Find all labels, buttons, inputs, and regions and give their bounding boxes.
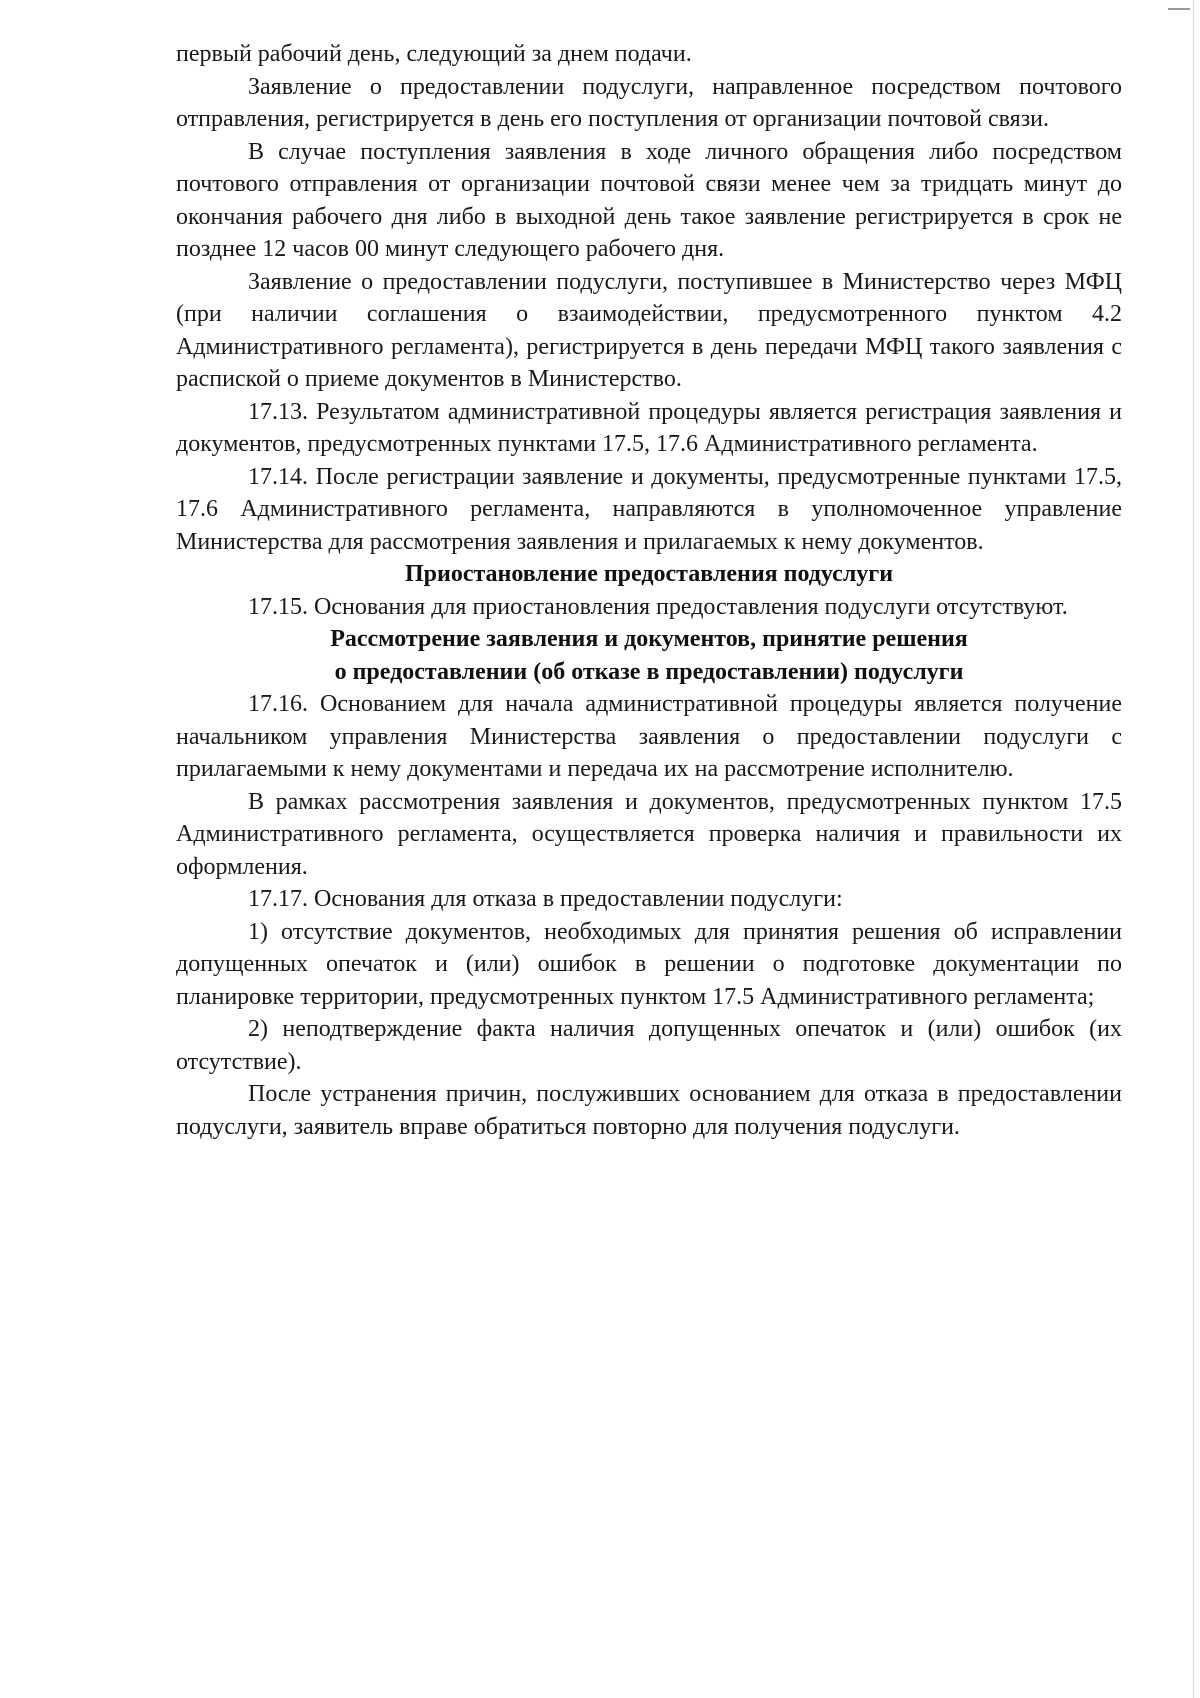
paragraph-17-13: 17.13. Результатом административной процедуры является регистрация заявления и документов, предусмотренных пунктами 17.5, 17.6 Административного регламента.: [176, 398, 1122, 457]
paragraph-review-check: В рамках рассмотрения заявления и документов, предусмотренных пунктом 17.5 Административного регламента, осуществляется проверка наличия и правильности их оформления.: [176, 788, 1122, 880]
scan-edge-line: [1193, 0, 1194, 1698]
paragraph-17-15: 17.15. Основания для приостановления предоставления подуслуги отсутствуют.: [248, 593, 1068, 620]
section-heading-review: [176, 623, 1122, 688]
scan-corner-mark: [1168, 8, 1190, 10]
section-heading-suspension: [176, 558, 1122, 591]
paragraph-postal-registration: Заявление о предоставлении подуслуги, направленное посредством почтового отправления, регистрируется в день его поступления от организации почтовой связи.: [176, 73, 1122, 132]
paragraph-17-16: 17.16. Основанием для начала административной процедуры является получение начальником управления Министерства заявления о предоставлении подуслуги с прилагаемыми к нему документами и передача их на рассмотрение исполнителю.: [176, 691, 1122, 782]
section-heading-review-line-2: о предоставлении (об отказе в предоставлении) подуслуги: [334, 658, 964, 685]
document-body: [176, 38, 1122, 1143]
paragraph-17-17: 17.17. Основания для отказа в предоставлении подуслуги:: [248, 886, 843, 912]
list-item-refusal-1: 1) отсутствие документов, необходимых для принятия решения об исправлении допущенных опечаток и (или) ошибок в решении о подготовке документации по планировке территории, предусмотренных пунктом 17.5 Административного регламента;: [176, 918, 1122, 1010]
section-heading-review-line-1: Рассмотрение заявления и документов, принятие решения: [330, 626, 968, 652]
list-item-refusal-2: 2) неподтверждение факта наличия допущенных опечаток и (или) ошибок (их отсутствие).: [176, 1016, 1122, 1075]
paragraph-17-14: 17.14. После регистрации заявление и документы, предусмотренные пунктами 17.5, 17.6 Административного регламента, направляются в уполномоченное управление Министерства для рассмотрения заявления и прилагаемых к нему документов.: [176, 463, 1122, 555]
paragraph-reapply: После устранения причин, послуживших основанием для отказа в предоставлении подуслуги, заявитель вправе обратиться повторно для получения подуслуги.: [176, 1081, 1122, 1140]
paragraph-late-submission: В случае поступления заявления в ходе личного обращения либо посредством почтового отправления от организации почтовой связи менее чем за тридцать минут до окончания рабочего дня либо в выходной день такое заявление регистрируется в срок не позднее 12 часов 00 минут следующего рабочего дня.: [176, 138, 1122, 262]
paragraph-continuation: первый рабочий день, следующий за днем подачи.: [176, 41, 692, 67]
paragraph-mfc-submission: Заявление о предоставлении подуслуги, поступившее в Министерство через МФЦ (при наличии соглашения о взаимодействии, предусмотренного пунктом 4.2 Административного регламента), регистрируется в день передачи МФЦ такого заявления с распиской о приеме документов в Министерство.: [176, 268, 1122, 392]
section-heading-suspension-line: Приостановление предоставления подуслуги: [404, 561, 894, 587]
